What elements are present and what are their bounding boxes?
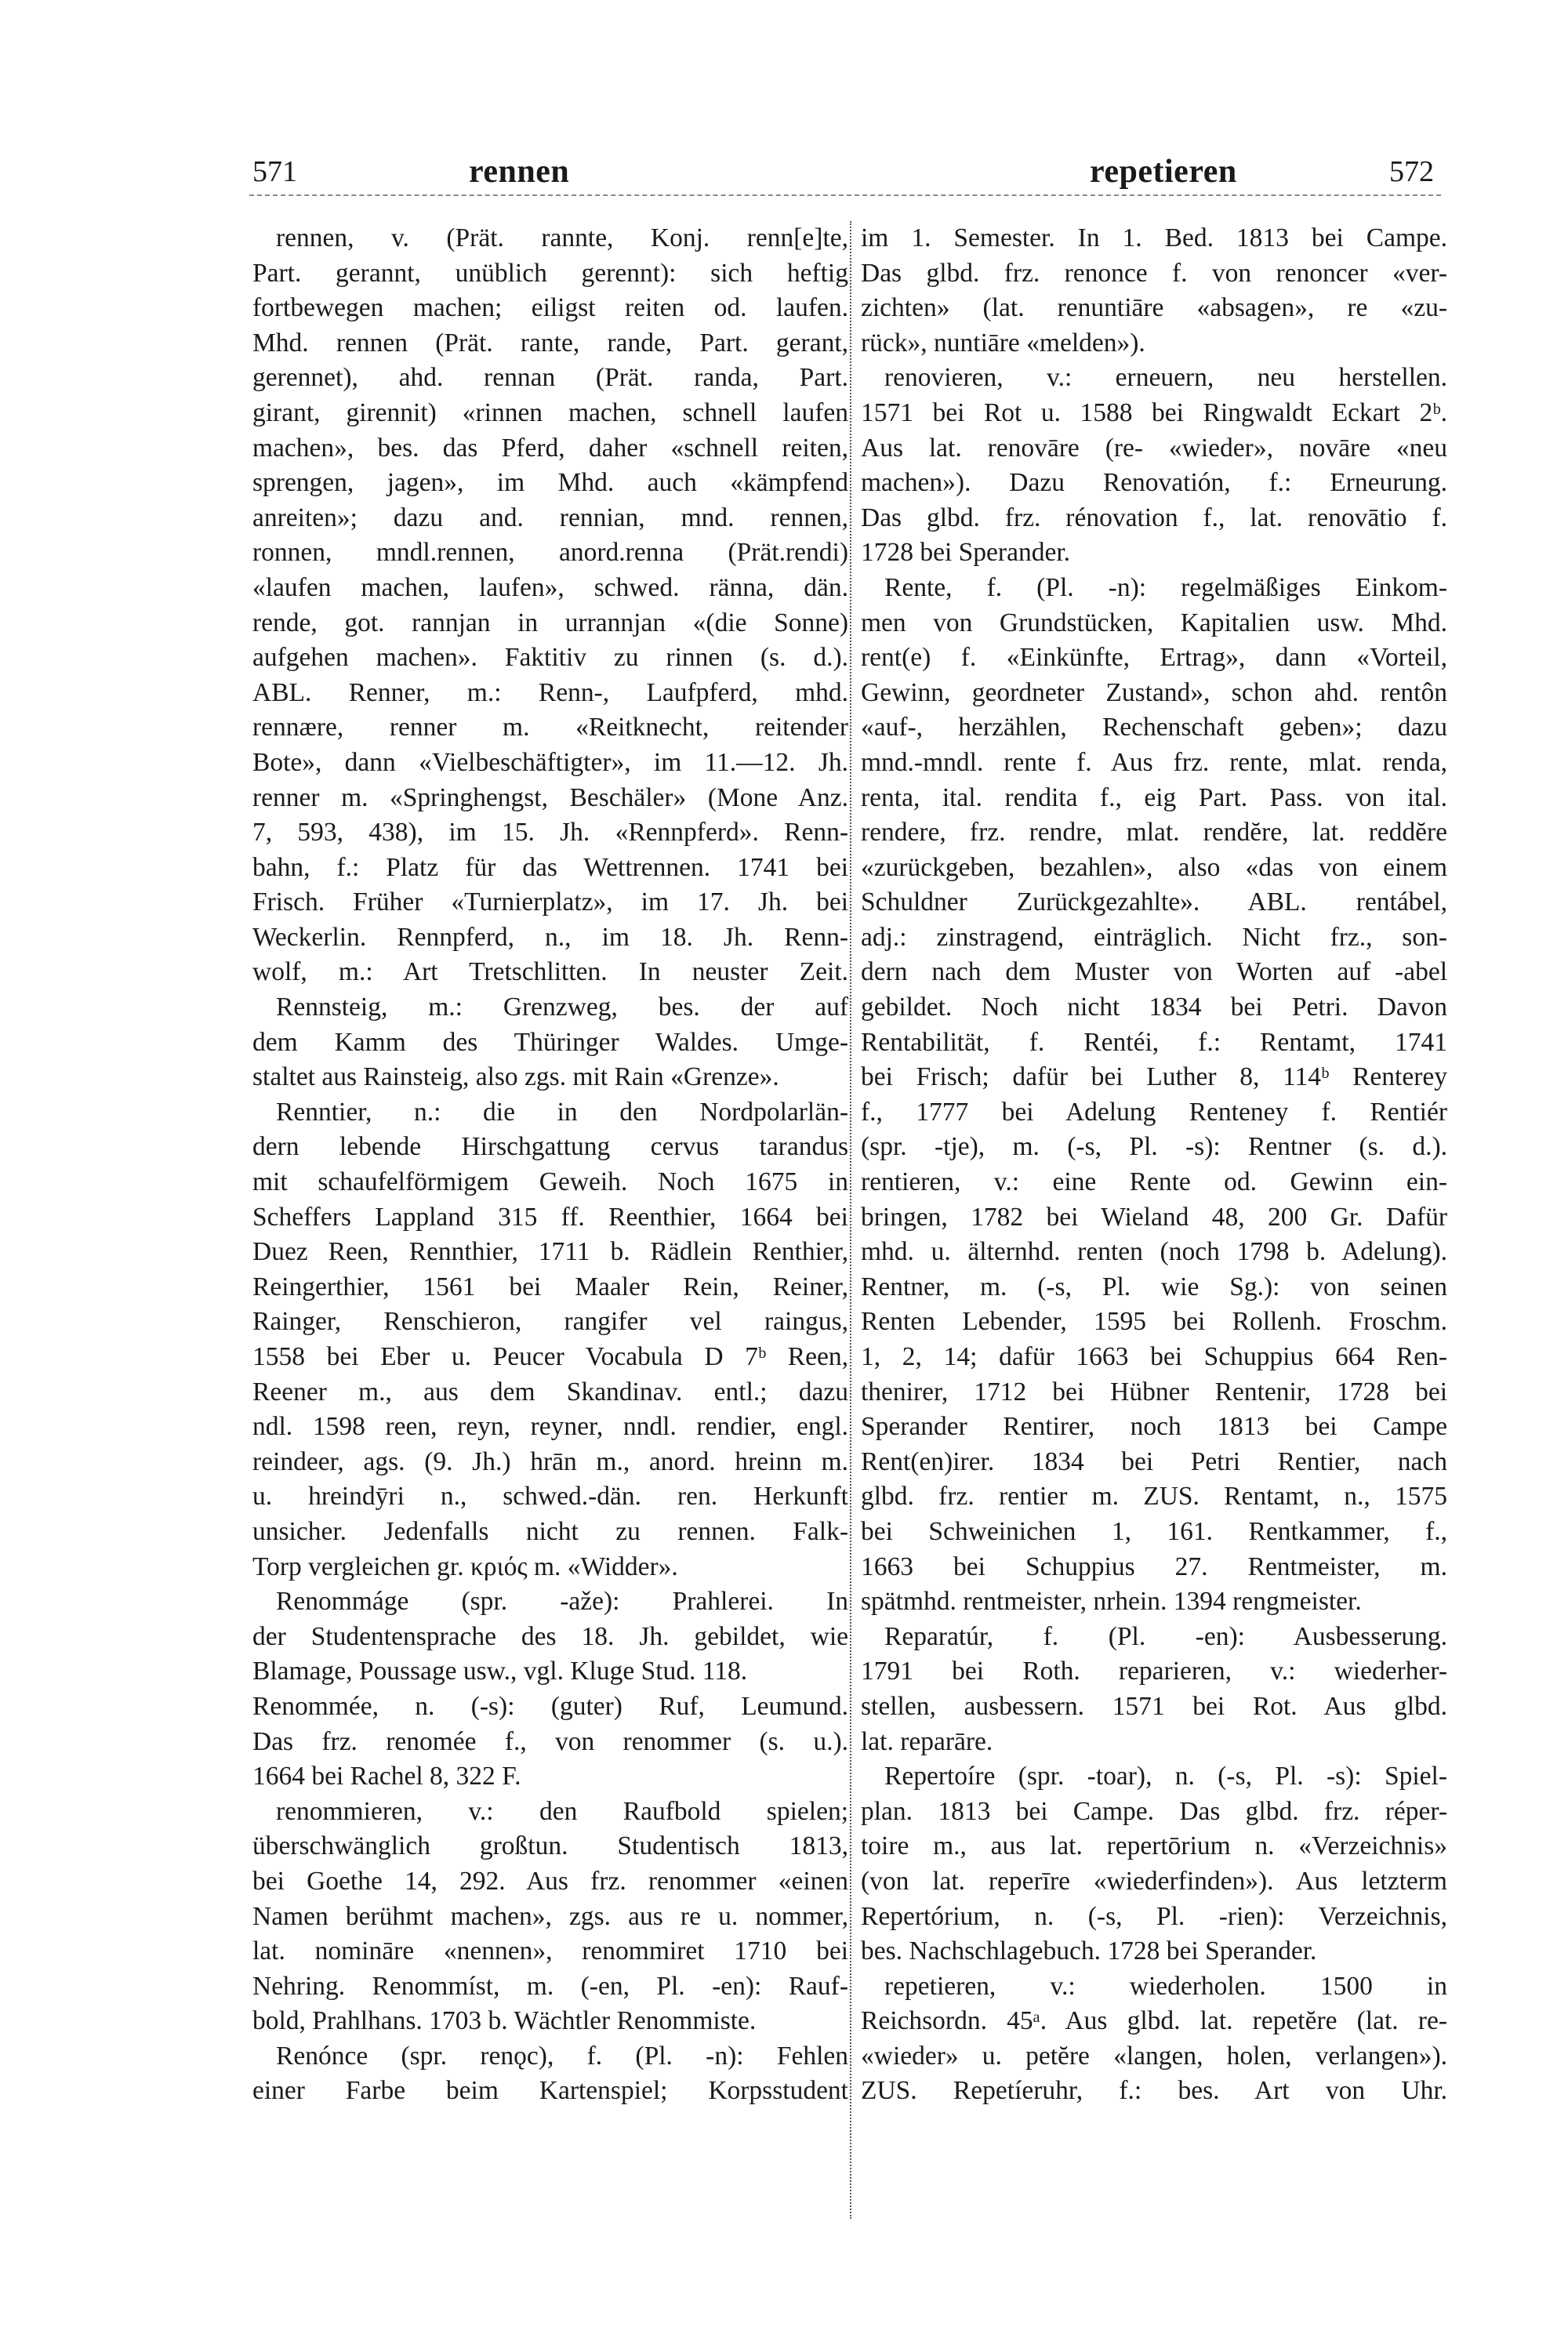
text-line: anreiten»; dazu and. rennian, mnd. rennen, xyxy=(252,503,848,532)
text-line: ZUS. Repetíeruhr, f.: bes. Art von Uhr. xyxy=(861,2076,1447,2106)
text-line: Repertoíre (spr. -toar), n. (-s, Pl. -s): Spiel- xyxy=(884,1762,1447,1791)
text-line: Duez Reen, Rennthier, 1711 b. Rädlein Renthier, xyxy=(252,1237,848,1267)
text-line: zichten» (lat. renuntiāre «absagen», re «zu- xyxy=(861,293,1447,323)
text-line: im 1. Semester. In 1. Bed. 1813 bei Campe. xyxy=(861,223,1447,252)
text-line: mnd.-mndl. rente f. Aus frz. rente, mlat. renda, xyxy=(861,747,1447,777)
text-line: Renónce (spr. renǫc), f. (Pl. -n): Fehlen xyxy=(276,2041,848,2071)
text-line: bes. Nachschlagebuch. 1728 bei Sperander. xyxy=(861,1936,1317,1966)
text-line: reindeer, ags. (9. Jh.) hrān m., anord. hreinn m. xyxy=(252,1446,848,1476)
text-line: 1791 bei Roth. reparieren, v.: wiederher- xyxy=(861,1657,1447,1686)
text-line: machen», bes. das Pferd, daher «schnell reiten, xyxy=(252,433,848,463)
text-line: einer Farbe beim Kartenspiel; Korpsstudent xyxy=(252,2076,848,2106)
text-line: unsicher. Jedenfalls nicht zu rennen. Falk- xyxy=(252,1516,848,1546)
text-line: «laufen machen, laufen», schwed. ränna, dän. xyxy=(252,572,848,602)
text-line: machen»). Dazu Renovatión, f.: Erneurung. xyxy=(861,468,1447,498)
text-line: Schuldner Zurückgezahlte». ABL. rentábel, xyxy=(861,887,1447,917)
text-line: rent(e) f. «Einkünfte, Ertrag», dann «Vorteil, xyxy=(861,643,1447,673)
running-head-right: repetieren xyxy=(1090,154,1237,190)
text-line: rück», nuntiāre «melden»). xyxy=(861,328,1145,358)
text-line: Bote», dann «Vielbeschäftigter», im 11.—12. Jh. xyxy=(252,747,848,777)
text-line: 1, 2, 14; dafür 1663 bei Schuppius 664 Ren- xyxy=(861,1342,1447,1371)
text-line: Nehring. Renommíst, m. (-en, Pl. -en): Rauf- xyxy=(252,1971,848,2001)
text-line: Renten Lebender, 1595 bei Rollenh. Froschm. xyxy=(861,1307,1447,1337)
text-line: 1664 bei Rachel 8, 322 F. xyxy=(252,1762,521,1791)
text-line: Namen berühmt machen», zgs. aus re u. nommer, xyxy=(252,1901,848,1931)
text-line: Das glbd. frz. rénovation f., lat. renovātio f. xyxy=(861,503,1447,532)
text-line: Rentner, m. (-s, Pl. wie Sg.): von seinen xyxy=(861,1272,1447,1301)
text-line: Das glbd. frz. renonce f. von renoncer «ver- xyxy=(861,258,1447,288)
text-line: Part. gerannt, unüblich gerennt): sich heftig xyxy=(252,258,848,288)
text-line: fortbewegen machen; eiligst reiten od. laufen. xyxy=(252,293,848,323)
text-line: spätmhd. rentmeister, nrhein. 1394 rengmeister. xyxy=(861,1587,1362,1617)
text-line: wolf, m.: Art Tretschlitten. In neuster Zeit. xyxy=(252,957,848,987)
text-line: Renommée, n. (-s): (guter) Ruf, Leumund. xyxy=(252,1691,848,1721)
text-line: 7, 593, 438), im 15. Jh. «Rennpferd». Renn- xyxy=(252,818,848,848)
text-line: mhd. u. älternhd. renten (noch 1798 b. Adelung). xyxy=(861,1237,1447,1267)
header-rule xyxy=(249,194,1441,196)
text-line: Renntier, n.: die in den Nordpolarlän- xyxy=(276,1097,848,1127)
text-line: toire m., aus lat. repertōrium n. «Verzeichnis» xyxy=(861,1831,1447,1861)
text-line: ndl. 1598 reen, reyn, reyner, nndl. rendier, engl. xyxy=(252,1412,848,1442)
text-line: Rennsteig, m.: Grenzweg, bes. der auf xyxy=(276,993,848,1022)
text-line: «zurückgeben, bezahlen», also «das von einem xyxy=(861,852,1447,882)
text-line: Gewinn, geordneter Zustand», schon ahd. rentôn xyxy=(861,677,1447,707)
text-line: Sperander Rentirer, noch 1813 bei Campe xyxy=(861,1412,1447,1442)
text-line: lat. nomināre «nennen», renommiret 1710 bei xyxy=(252,1936,848,1966)
text-line: Scheffers Lappland 315 ff. Reenthier, 1664 bei xyxy=(252,1202,848,1232)
text-line: dem Kamm des Thüringer Waldes. Umge- xyxy=(252,1027,848,1057)
text-line: gerennet), ahd. rennan (Prät. randa, Part. xyxy=(252,363,848,393)
text-line: adj.: zinstragend, einträglich. Nicht frz., son- xyxy=(861,922,1447,952)
text-line: staltet aus Rainsteig, also zgs. mit Rain «Grenze». xyxy=(252,1062,779,1092)
text-line: girant, girennit) «rinnen machen, schnell laufen xyxy=(252,397,848,427)
text-line: Torp vergleichen gr. κριός m. «Widder». xyxy=(252,1552,678,1581)
text-line: mit schaufelförmigem Geweih. Noch 1675 in xyxy=(252,1167,848,1197)
text-line: sprengen, jagen», im Mhd. auch «kämpfend xyxy=(252,468,848,498)
text-line: plan. 1813 bei Campe. Das glbd. frz. réper- xyxy=(861,1796,1447,1826)
text-line: Reichsordn. 45ᵃ. Aus glbd. lat. repetĕre (lat. re- xyxy=(861,2006,1447,2036)
text-line: thenirer, 1712 bei Hübner Rentenir, 1728 bei xyxy=(861,1377,1447,1406)
text-line: bold, Prahlhans. 1703 b. Wächtler Renommiste. xyxy=(252,2006,757,2036)
text-line: dern lebende Hirschgattung cervus tarandus xyxy=(252,1132,848,1162)
text-line: überschwänglich großtun. Studentisch 1813, xyxy=(252,1831,848,1861)
text-line: Weckerlin. Rennpferd, n., im 18. Jh. Renn- xyxy=(252,922,848,952)
text-line: gebildet. Noch nicht 1834 bei Petri. Davon xyxy=(861,993,1447,1022)
text-line: bei Schweinichen 1, 161. Rentkammer, f., xyxy=(861,1516,1447,1546)
text-line: aufgehen machen». Faktitiv zu rinnen (s. d.). xyxy=(252,643,848,673)
text-line: bringen, 1782 bei Wieland 48, 200 Gr. Dafür xyxy=(861,1202,1447,1232)
text-line: u. hreindȳri n., schwed.-dän. ren. Herkunft xyxy=(252,1482,848,1512)
text-line: ABL. Renner, m.: Renn-, Laufpferd, mhd. xyxy=(252,677,848,707)
text-line: lat. reparāre. xyxy=(861,1726,993,1756)
text-line: Das frz. renomée f., von renommer (s. u.). xyxy=(252,1726,848,1756)
text-line: rende, got. rannjan in urrannjan «(die Sonne) xyxy=(252,608,848,637)
text-line: Renommáge (spr. -aže): Prahlerei. In xyxy=(276,1587,848,1617)
text-line: bei Frisch; dafür bei Luther 8, 114ᵇ Renterey xyxy=(861,1062,1447,1092)
text-line: men von Grundstücken, Kapitalien usw. Mhd. xyxy=(861,608,1447,637)
text-line: Reingerthier, 1561 bei Maaler Rein, Reiner, xyxy=(252,1272,848,1301)
text-line: Rent(en)irer. 1834 bei Petri Rentier, nach xyxy=(861,1446,1447,1476)
text-line: Blamage, Poussage usw., vgl. Kluge Stud. 118. xyxy=(252,1657,748,1686)
column-divider xyxy=(850,221,851,2219)
text-line: Frisch. Früher «Turnierplatz», im 17. Jh. bei xyxy=(252,887,848,917)
text-line: repetieren, v.: wiederholen. 1500 in xyxy=(884,1971,1447,2001)
text-line: 1558 bei Eber u. Peucer Vocabula D 7ᵇ Reen, xyxy=(252,1342,848,1371)
running-head-left: rennen xyxy=(469,154,570,190)
text-line: renovieren, v.: erneuern, neu herstellen. xyxy=(884,363,1447,393)
text-line: «auf-, herzählen, Rechenschaft geben»; dazu xyxy=(861,713,1447,742)
page-number-right: 572 xyxy=(1389,155,1434,188)
text-line: Rentabilität, f. Rentéi, f.: Rentamt, 1741 xyxy=(861,1027,1447,1057)
right-column xyxy=(861,221,1447,2109)
text-line: renta, ital. rendita f., eig Part. Pass. von ital. xyxy=(861,782,1447,812)
text-line: renner m. «Springhengst, Beschäler» (Mone Anz. xyxy=(252,782,848,812)
text-line: Mhd. rennen (Prät. rante, rande, Part. gerant, xyxy=(252,328,848,358)
text-line: dern nach dem Muster von Worten auf -abel xyxy=(861,957,1447,987)
text-line: Rente, f. (Pl. -n): regelmäßiges Einkom- xyxy=(884,572,1447,602)
text-line: Reparatúr, f. (Pl. -en): Ausbesserung. xyxy=(884,1621,1447,1651)
text-line: Rainger, Renschieron, rangifer vel raingus, xyxy=(252,1307,848,1337)
text-line: 1663 bei Schuppius 27. Rentmeister, m. xyxy=(861,1552,1447,1581)
text-line: «wieder» u. petĕre «langen, holen, verlangen»). xyxy=(861,2041,1447,2071)
text-line: (spr. -tje), m. (-s, Pl. -s): Rentner (s. d.). xyxy=(861,1132,1447,1162)
text-line: Reener m., aus dem Skandinav. entl.; dazu xyxy=(252,1377,848,1406)
text-line: rennen, v. (Prät. rannte, Konj. renn[e]te, xyxy=(276,223,848,252)
text-line: f., 1777 bei Adelung Renteney f. Rentiér xyxy=(861,1097,1447,1127)
text-line: Aus lat. renovāre (re- «wieder», novāre «neu xyxy=(861,433,1447,463)
text-line: glbd. frz. rentier m. ZUS. Rentamt, n., 1575 xyxy=(861,1482,1447,1512)
text-line: 1571 bei Rot u. 1588 bei Ringwaldt Eckart 2ᵇ. xyxy=(861,397,1447,427)
text-line: ronnen, mndl.rennen, anord.renna (Prät.rendi) xyxy=(252,538,848,568)
text-line: rennære, renner m. «Reitknecht, reitender xyxy=(252,713,848,742)
page-number-left: 571 xyxy=(252,155,297,188)
text-line: (von lat. reperīre «wiederfinden»). Aus letzterm xyxy=(861,1866,1447,1896)
left-column xyxy=(252,221,848,2109)
text-line: 1728 bei Sperander. xyxy=(861,538,1071,568)
text-line: bei Goethe 14, 292. Aus frz. renommer «einen xyxy=(252,1866,848,1896)
text-line: rentieren, v.: eine Rente od. Gewinn ein- xyxy=(861,1167,1447,1197)
text-line: rendere, frz. rendre, mlat. rendĕre, lat. reddĕre xyxy=(861,818,1447,848)
text-line: renommieren, v.: den Raufbold spielen; xyxy=(276,1796,848,1826)
text-line: stellen, ausbessern. 1571 bei Rot. Aus glbd. xyxy=(861,1691,1447,1721)
text-line: bahn, f.: Platz für das Wettrennen. 1741 bei xyxy=(252,852,848,882)
text-line: Repertórium, n. (-s, Pl. -rien): Verzeichnis, xyxy=(861,1901,1447,1931)
text-line: der Studentensprache des 18. Jh. gebildet, wie xyxy=(252,1621,848,1651)
